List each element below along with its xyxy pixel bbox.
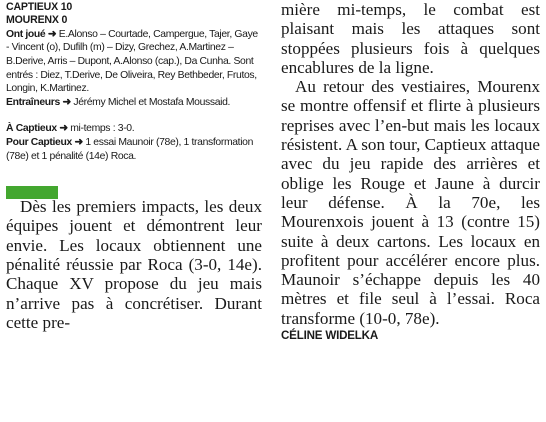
- arrow-icon: ➜: [74, 136, 83, 148]
- scorers: [6, 136, 262, 163]
- left-column: [6, 0, 262, 332]
- halftime-text: mi-temps : 3-0.: [70, 123, 135, 135]
- article-paragraph-1: Dès les premiers impacts, les deux équipes jouent et démontrent leur envie. Les locaux obtiennent une pénalité réussie par Roca (3-0, 14e). Chaque XV propose du jeu mais n’arrive pas à concrétiser. Durant cette pre-: [6, 197, 262, 332]
- scorers-label: Pour Captieux: [6, 136, 72, 148]
- right-column: [281, 0, 540, 342]
- match-summary-box: [6, 1, 262, 163]
- arrow-icon: ➜: [47, 28, 57, 40]
- arrow-icon: ➜: [59, 123, 68, 135]
- lineup: [6, 28, 262, 96]
- spacer: [6, 109, 262, 122]
- halftime: [6, 122, 262, 136]
- lineup-text: E.Alonso – Courtade, Campergue, Tajer, Gaye - Vincent (o), Dufilh (m) – Dizy, Grechez, A.Martinez – B.Derive, Arris – Dupont, A.Alonso (cap.), Da Cunha. Sont entrés : Diez, T.Derive, De Oliveira, Rey Bethbeder, Frutos, Longin, K.Martinez.: [6, 28, 258, 95]
- arrow-icon: ➜: [62, 96, 71, 108]
- coaches-label: Entraîneurs: [6, 96, 60, 108]
- lineup-label: Ont joué: [6, 28, 46, 40]
- coaches: [6, 96, 262, 110]
- halftime-label: À Captieux: [6, 123, 57, 135]
- scorers-text: 1 essai Maunoir (78e), 1 transformation (78e) et 1 pénalité (14e) Roca.: [6, 136, 254, 162]
- author-byline: CÉLINE WIDELKA: [281, 329, 379, 343]
- score-away: MOURENX 0: [6, 14, 68, 27]
- coaches-text: Jérémy Michel et Mostafa Moussaid.: [73, 96, 231, 108]
- article-paragraph-2: Au retour des vestiaires, Mourenx se montre offensif et flirte à plusieurs reprises avec l’en-but mais les locaux résistent. A son tour, Captieux attaque avec du jeu rapide des arrières et oblige les Rouge et Jaune à durcir leur défense. À la 70e, les Mourenxois jouent à 13 (contre 15) suite à deux cartons. Les locaux en profitent pour accélérer encore plus. Maunoir s’échappe depuis les 40 mètres et file seul à l’essai. Roca transforme (10-0, 78e).: [281, 77, 541, 328]
- article-paragraph-1-continued: mière mi-temps, le combat est plaisant mais les attaques sont stoppées plusieurs fois à quelques encablures de la ligne.: [281, 0, 540, 77]
- score-home: CAPTIEUX 10: [6, 1, 73, 13]
